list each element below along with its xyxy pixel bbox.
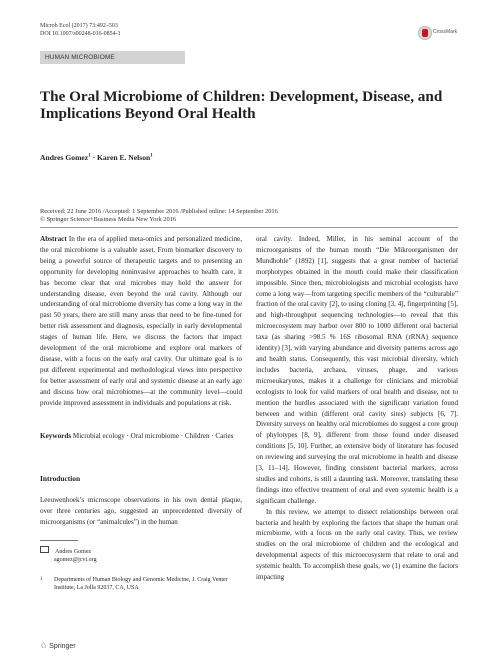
- footnote-divider: [40, 540, 78, 541]
- author-list: [40, 153, 153, 162]
- author-separator: ·: [90, 153, 98, 162]
- author-name[interactable]: Andres Gomez: [40, 153, 89, 162]
- affiliation-text: Departments of Human Biology and Genomic Medicine, J. Craig Venter Institute, La Jolla 92037, CA, USA: [54, 577, 228, 592]
- contact-email[interactable]: agomez@jcvi.org: [54, 557, 97, 563]
- doi-line: DOI 10.1007/s00248-016-0854-1: [40, 31, 121, 37]
- body-right-column: [256, 234, 458, 583]
- journal-citation: [40, 22, 121, 38]
- crossmark-label: CrossMark: [433, 29, 458, 35]
- affiliation-marker: 1: [88, 153, 91, 159]
- crossmark-badge[interactable]: [418, 26, 458, 40]
- keywords-text: Microbial ecology · Oral microbiome · Children · Caries: [72, 432, 234, 440]
- article-category: HUMAN MICROBIOME: [40, 51, 185, 64]
- introduction-text: Leeuwenhoek’s microscope observations in his own dental plaque, over three centuries ago, suggested an unprecedented diversity of microorganisms (or “animalcules”) in the human: [40, 496, 242, 526]
- abstract: [40, 234, 242, 409]
- history-dates: Received: 22 June 2016 /Accepted: 1 September 2016 /Published online: 14 September 2016: [40, 208, 278, 215]
- journal-volume-pages: Microb Ecol (2017) 73:492–503: [40, 23, 118, 29]
- author-name[interactable]: Karen E. Nelson: [97, 153, 151, 162]
- publisher-logo: [40, 641, 76, 650]
- copyright-line: © Springer Science+Business Media New York 2016: [40, 216, 177, 223]
- affiliation-marker: 1: [150, 153, 153, 159]
- affiliation: [40, 576, 240, 593]
- affiliation-number: 1: [40, 577, 43, 582]
- article-title: The Oral Microbiome of Children: Development, Disease, and Implications Beyond Oral Health: [40, 88, 443, 122]
- body-paragraph: In this review, we attempt to dissect relationships between oral bacteria and health by exploring the factors that shape the human oral microbiome, with a focus on the early oral cavity. Thus, we review studies on the oral microbiome of children and the ecological and developmental aspects of this microecosystem that relate to oral and systemic health. To accomplish these goals, we (1) examine the factors impacting: [256, 507, 458, 582]
- body-paragraph: oral cavity. Indeed, Miller, in his seminal account of the microorganisms of the human mouth “Die Mikroorganismen der Mundhohle” (1892) [1], suggests that a great number of bacterial morphotypes obtained in the mouth could make their classification impossible. Since then, microbiologists and microbial ecologists have come a long way—from targeting specific members of the “culturable” fraction of the oral cavity [2], to using cloning [3, 4], fingerprinting [5], and high-throughput sequencing technologies—to reveal that this microecosystem may harbor over 800 to 1000 different oral bacterial taxa (as sharing >98.5 % 16S ribosomal RNA (rRNA) sequence identity) [3], with varying abundance and diversity patterns across age and health status. Consequently, this vast microbial diversity, which includes bacteria, archaea, viruses, phage, and various microeukaryotes, makes it a challenge for clinicians and microbial ecologists to look for valid markers of oral health and disease, not to mention the hurdles associated with the significant variation found between and within (different oral cavity sites) subjects [6, 7]. Diversity surveys on healthy oral microbiomes do suggest a core group of phylotypes [8, 9], different from those found under diseased conditions [5, 10]. Further, an extensive body of literature has focused on reviewing and surveying the oral microbiome in health and disease [3, 11–14]. However, finding consistent bacterial markers, across studies and cohorts, is still a daunting task. Moreover, translating these findings into effective treatment of oral and even systemic health is a significant challenge.: [256, 235, 458, 505]
- springer-horse-icon: ♘: [40, 641, 48, 650]
- keywords-heading: Keywords: [40, 432, 72, 440]
- contact-name: Andres Gomez: [55, 549, 92, 555]
- corresponding-author: [40, 546, 97, 564]
- keywords: [40, 431, 242, 442]
- publication-dates: [40, 208, 278, 224]
- envelope-icon: [40, 546, 49, 553]
- crossmark-icon: [418, 26, 432, 40]
- abstract-text: In the era of applied meta-omics and personalized medicine, the oral microbiome is a valuable asset. From biomarker discovery to being a powerful source of therapeutic targets and to presenting an opportunity for developing noninvasive approaches to health care, it has become clear that oral microbes may hold the answer for understanding disease, even beyond the oral cavity. Although our understanding of oral microbiome diversity has come a long way in the past 50 years, there are still many areas that need to be fine-tuned for better risk assessment and diagnosis, especially in early developmental stages of human life. Here, we discuss the factors that impact development of the oral microbiome and explore oral markers of disease, with a focus on the early oral cavity. Our ultimate goal is to put different experimental and methodological views into perspective for better assessment of early oral and systemic disease at an early age and discuss how oral microbiomes—at the community level—could provide improved assessment in individuals and populations at risk.: [40, 235, 242, 407]
- introduction-heading: Introduction: [40, 474, 81, 483]
- publisher-name: Springer: [49, 643, 76, 650]
- abstract-heading: Abstract: [40, 235, 67, 243]
- header-divider: [40, 227, 458, 228]
